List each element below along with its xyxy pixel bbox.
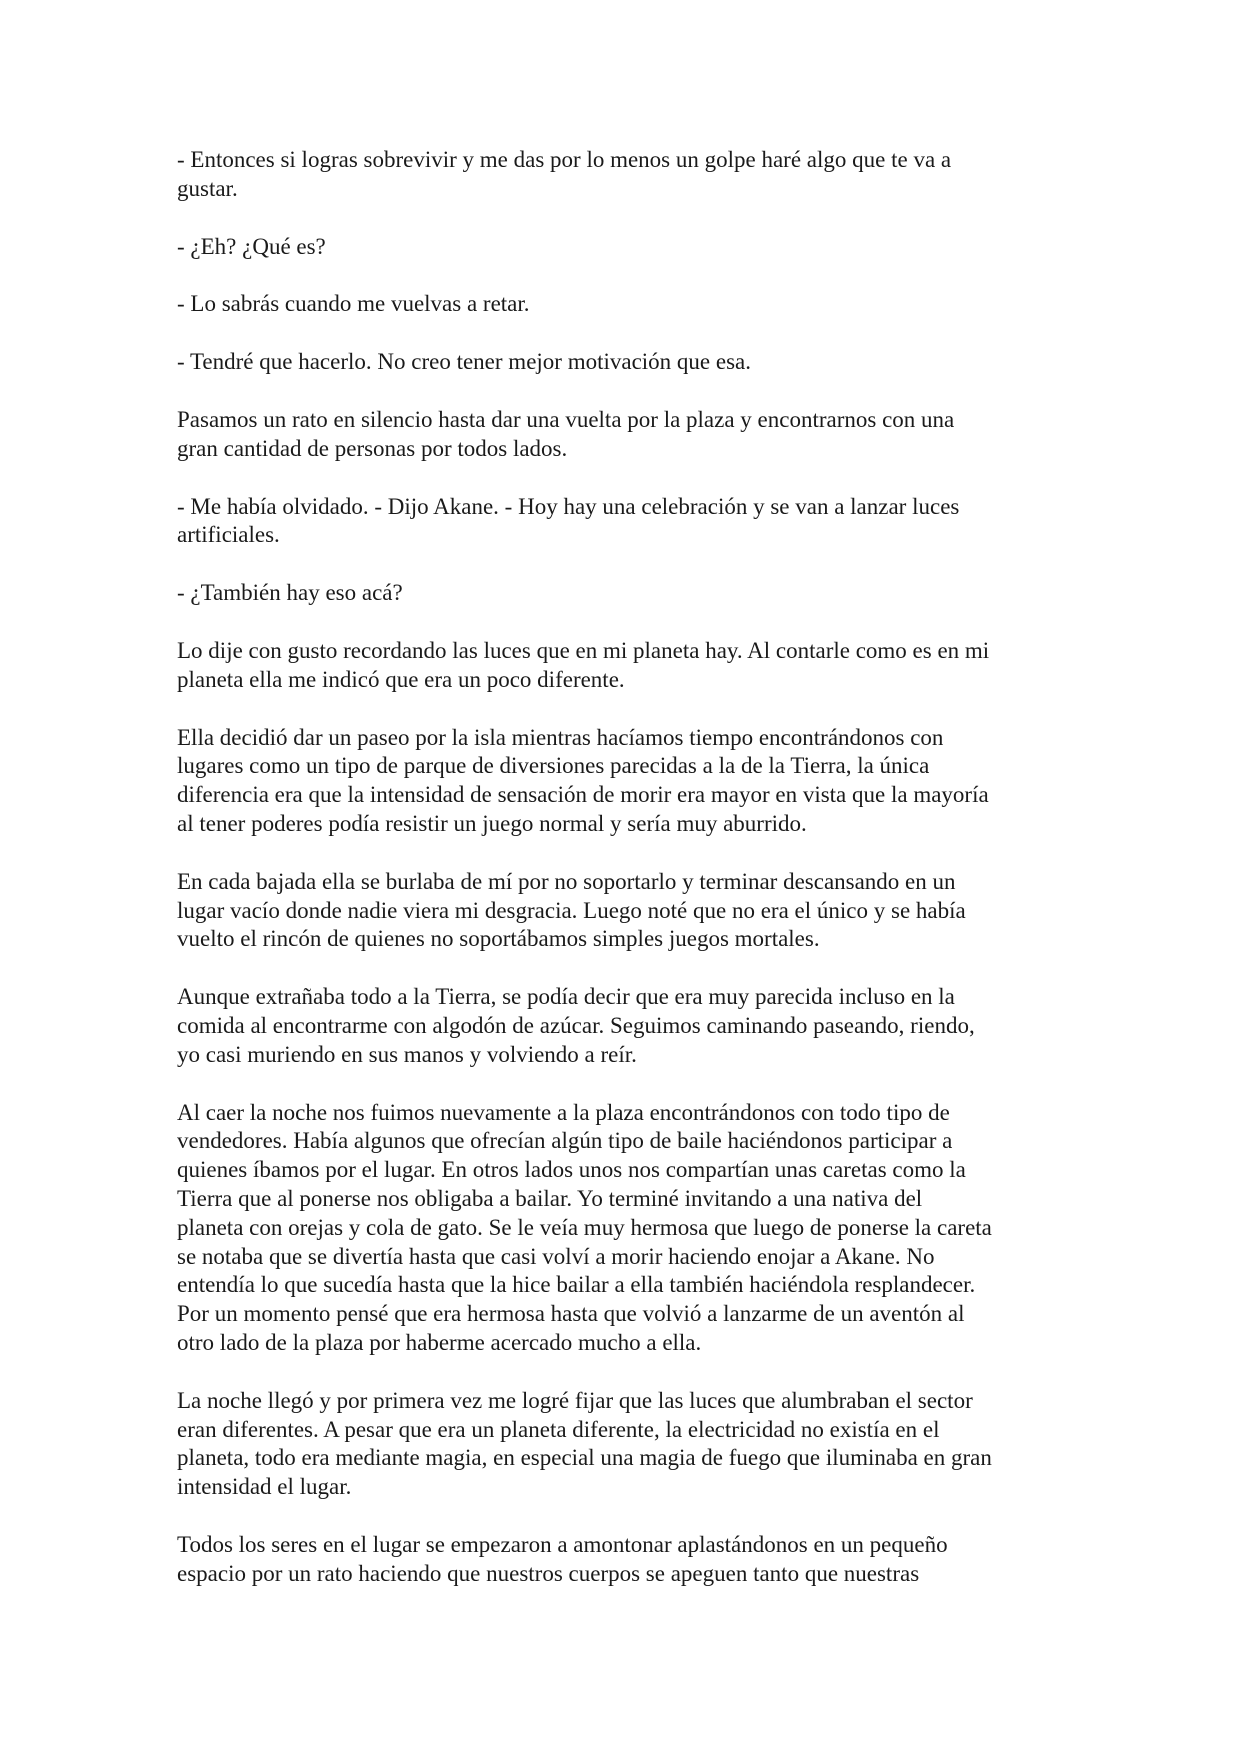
paragraph: La noche llegó y por primera vez me logré fijar que las luces que alumbraban el sector eran diferentes. A pesar que era un planeta diferente, la electricidad no existía en el planeta, todo era mediante magia, en especial una magia de fuego que iluminaba en gran intensidad el lugar. (177, 1387, 992, 1500)
paragraph: - ¿También hay eso acá? (177, 580, 403, 606)
paragraph: - Lo sabrás cuando me vuelvas a retar. (177, 291, 530, 317)
paragraph: Todos los seres en el lugar se empezaron a amontonar aplastándonos en un pequeño espacio por un rato haciendo que nuestros cuerpos se apeguen tanto que nuestras (177, 1531, 948, 1586)
paragraph: Lo dije con gusto recordando las luces que en mi planeta hay. Al contarle como es en mi planeta ella me indicó que era un poco diferente. (177, 637, 990, 692)
paragraph: - ¿Eh? ¿Qué es? (177, 233, 326, 259)
paragraph: - Entonces si logras sobrevivir y me das por lo menos un golpe haré algo que te va a gustar. (177, 147, 952, 201)
paragraph: Al caer la noche nos fuimos nuevamente a la plaza encontrándonos con todo tipo de vendedores. Había algunos que ofrecían algún tipo de baile haciéndonos participar a quienes íbamos por el lugar. En otros lados unos nos compartían unas caretas como la Tierra que al ponerse nos obligaba a bailar. Yo terminé invitando a una nativa del planeta con orejas y cola de gato. Se le veía muy hermosa que luego de ponerse la careta se notaba que se divertía hasta que casi volví a morir haciendo enojar a Akane. No entendía lo que sucedía hasta que la hice bailar a ella también haciéndola resplandecer. Por un momento pensé que era hermosa hasta que volvió a lanzarme de un aventón al otro lado de la plaza por haberme acercado mucho a ella. (177, 1099, 992, 1355)
paragraph: Ella decidió dar un paseo por la isla mientras hacíamos tiempo encontrándonos con lugares como un tipo de parque de diversiones parecidas a la de la Tierra, la única diferencia era que la intensidad de sensación de morir era mayor en vista que la mayoría al tener poderes podía resistir un juego normal y sería muy aburrido. (177, 724, 989, 836)
paragraph: Aunque extrañaba todo a la Tierra, se podía decir que era muy parecida incluso en la comida al encontrarme con algodón de azúcar. Seguimos caminando paseando, riendo, yo casi muriendo en sus manos y volviendo a reír. (177, 984, 975, 1067)
document-body (177, 146, 1067, 1617)
paragraph: Pasamos un rato en silencio hasta dar una vuelta por la plaza y encontrarnos con una gran cantidad de personas por todos lados. (177, 406, 955, 461)
paragraph: - Me había olvidado. - Dijo Akane. - Hoy hay una celebración y se van a lanzar luces artificiales. (177, 493, 960, 548)
paragraph: - Tendré que hacerlo. No creo tener mejor motivación que esa. (177, 349, 752, 375)
paragraph: En cada bajada ella se burlaba de mí por no soportarlo y terminar descansando en un lugar vacío donde nadie viera mi desgracia. Luego noté que no era el único y se había vuelto el rincón de quienes no soportábamos simples juegos mortales. (177, 868, 966, 952)
